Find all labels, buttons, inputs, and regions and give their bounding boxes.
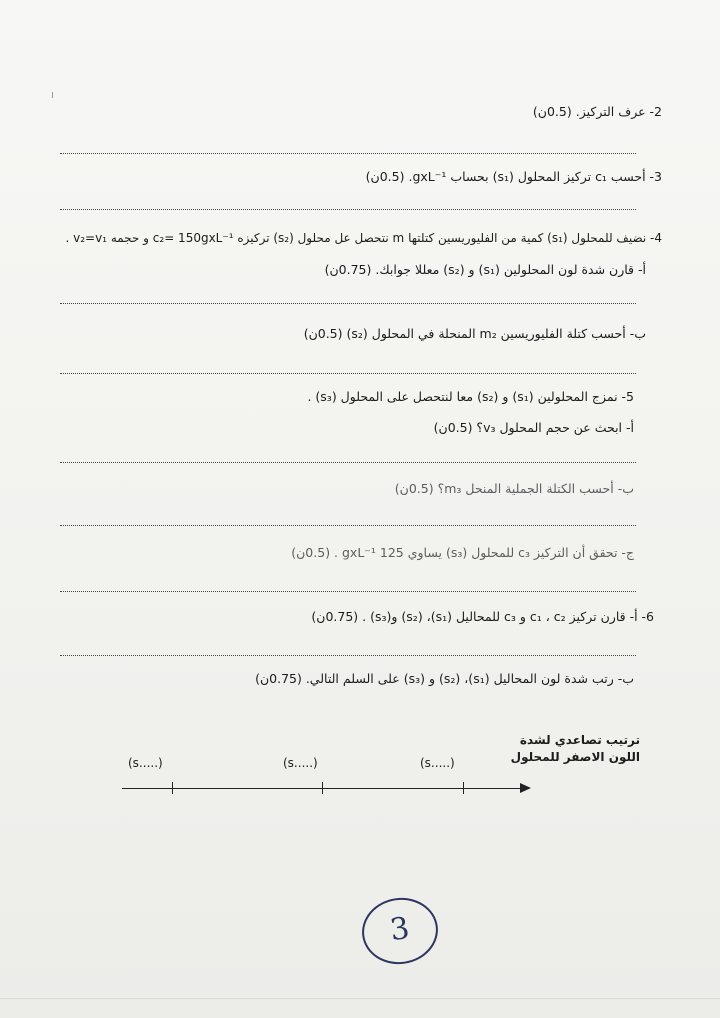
scale-slot-left[interactable]: (s.....) bbox=[128, 756, 163, 770]
question-4: 4- نضيف للمحلول (s₁) كمية من الفليوريسين كتلتها m نتحصل عل محلول (s₂) تركيزه c₂= 150gxL⁻¹ و حجمه v₂=v₁ . bbox=[65, 231, 662, 245]
answer-line-q5a[interactable] bbox=[60, 462, 636, 463]
scale-arrow-icon bbox=[520, 783, 531, 793]
question-4a: أ- قارن شدة لون المحلولين (s₁) و (s₂) معللا جوابك. (0.75ن) bbox=[324, 262, 646, 277]
scale-slot-right[interactable]: (s.....) bbox=[420, 756, 455, 770]
answer-line-q2[interactable] bbox=[60, 153, 636, 154]
answer-line-q3[interactable] bbox=[60, 209, 636, 210]
scale-tick-2 bbox=[322, 782, 323, 794]
question-6b: ب- رتب شدة لون المحاليل (s₁)، (s₂) و (s₃) على السلم التالي. (0.75ن) bbox=[255, 671, 634, 686]
answer-line-q4b[interactable] bbox=[60, 373, 636, 374]
question-6a: 6- أ- قارن تركيز c₁ ، c₂ و c₃ للمحاليل (s₁)، (s₂) و(s₃) . (0.75ن) bbox=[311, 609, 654, 624]
answer-line-q5c[interactable] bbox=[60, 591, 636, 592]
answer-line-q5b[interactable] bbox=[60, 525, 636, 526]
scale-tick-1 bbox=[172, 782, 173, 794]
page-number: 3 bbox=[387, 910, 412, 949]
question-4b: ب- أحسب كتلة الفليوريسين m₂ المنحلة في المحلول (s₂) (0.5ن) bbox=[303, 326, 646, 341]
scale-tick-3 bbox=[463, 782, 464, 794]
question-5b: ب- أحسب الكتلة الجملية المنحل m₃؟ (0.5ن) bbox=[394, 481, 634, 496]
answer-line-q4a[interactable] bbox=[60, 303, 636, 304]
question-5: 5- نمزج المحلولين (s₁) و (s₂) معا لنتحصل على المحلول (s₃) . bbox=[307, 389, 634, 404]
page-bottom-edge bbox=[0, 998, 720, 999]
answer-line-q6a[interactable] bbox=[60, 655, 636, 656]
paper-speck bbox=[52, 92, 53, 98]
page-number-circle bbox=[358, 893, 442, 969]
scale-slot-middle[interactable]: (s.....) bbox=[283, 756, 318, 770]
scale-title-line-1: ترتيب تصاعدي لشدة bbox=[519, 733, 640, 747]
question-3: 3- أحسب c₁ تركيز المحلول (s₁) بحساب gxL⁻¹. (0.5ن) bbox=[365, 169, 662, 184]
scale-title-line-2: اللون الاصفر للمحلول bbox=[510, 750, 640, 764]
scale-title bbox=[511, 732, 640, 766]
question-5c: ج- تحقق أن التركيز c₃ للمحلول (s₃) يساوي 125 gxL⁻¹ . (0.5ن) bbox=[291, 545, 634, 560]
question-5a: أ- ابحث عن حجم المحلول v₃؟ (0.5ن) bbox=[433, 420, 634, 435]
question-2: 2- عرف التركيز. (0.5ن) bbox=[532, 104, 662, 119]
